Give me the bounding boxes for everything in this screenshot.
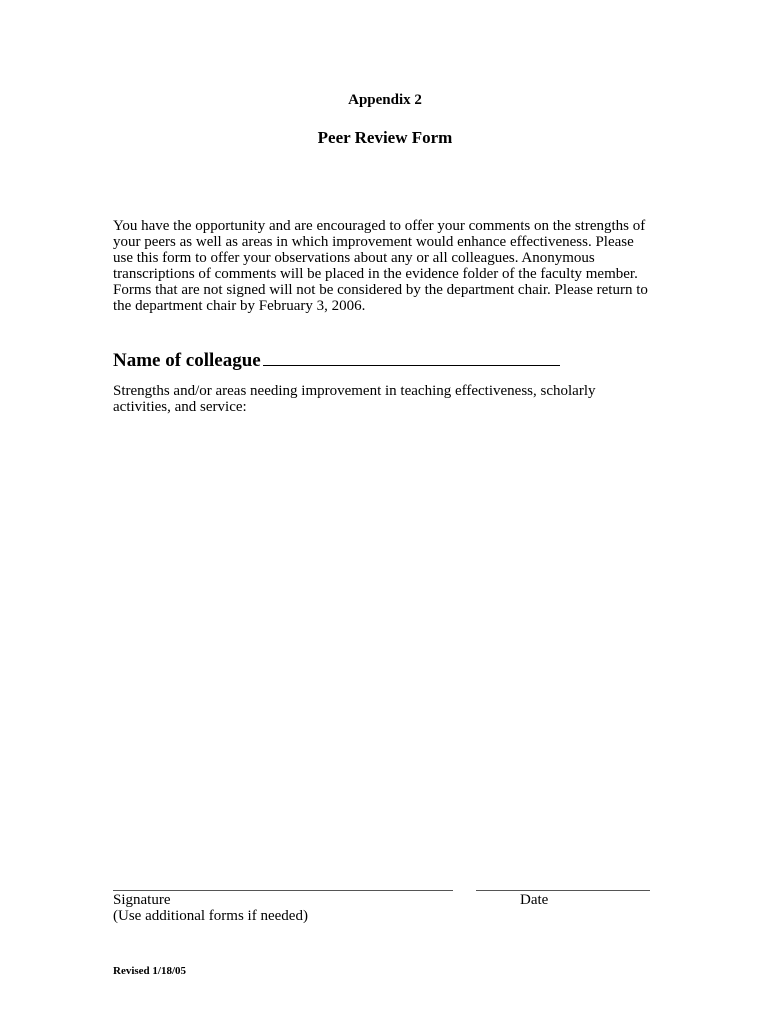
strengths-line: activities, and service: (113, 399, 247, 415)
strengths-line: Strengths and/or areas needing improvement in teaching effectiveness, scholarly (113, 383, 596, 399)
revised-footer: Revised 1/18/05 (113, 965, 187, 977)
colleague-name-label: Name of colleague (113, 350, 261, 371)
signature-note: (Use additional forms if needed) (113, 908, 308, 924)
page-title: Peer Review Form (317, 128, 453, 147)
intro-line: You have the opportunity and are encouraged to offer your comments on the strengths of (113, 218, 646, 234)
intro-paragraph (113, 218, 673, 314)
intro-line: your peers as well as areas in which improvement would enhance effectiveness. Please (113, 234, 634, 250)
date-label: Date (520, 892, 549, 908)
intro-line: transcriptions of comments will be placed in the evidence folder of the faculty member. (113, 266, 638, 282)
signature-label: Signature (113, 892, 171, 908)
signature-line[interactable] (113, 890, 453, 891)
colleague-name-row (113, 347, 560, 372)
colleague-name-field[interactable] (263, 347, 560, 366)
date-line[interactable] (476, 890, 650, 891)
appendix-heading: Appendix 2 (348, 92, 422, 108)
strengths-prompt (113, 383, 673, 415)
intro-line: use this form to offer your observations about any or all colleagues. Anonymous (113, 250, 595, 266)
intro-line: Forms that are not signed will not be considered by the department chair. Please return to (113, 282, 648, 298)
intro-line: the department chair by February 3, 2006. (113, 298, 366, 314)
